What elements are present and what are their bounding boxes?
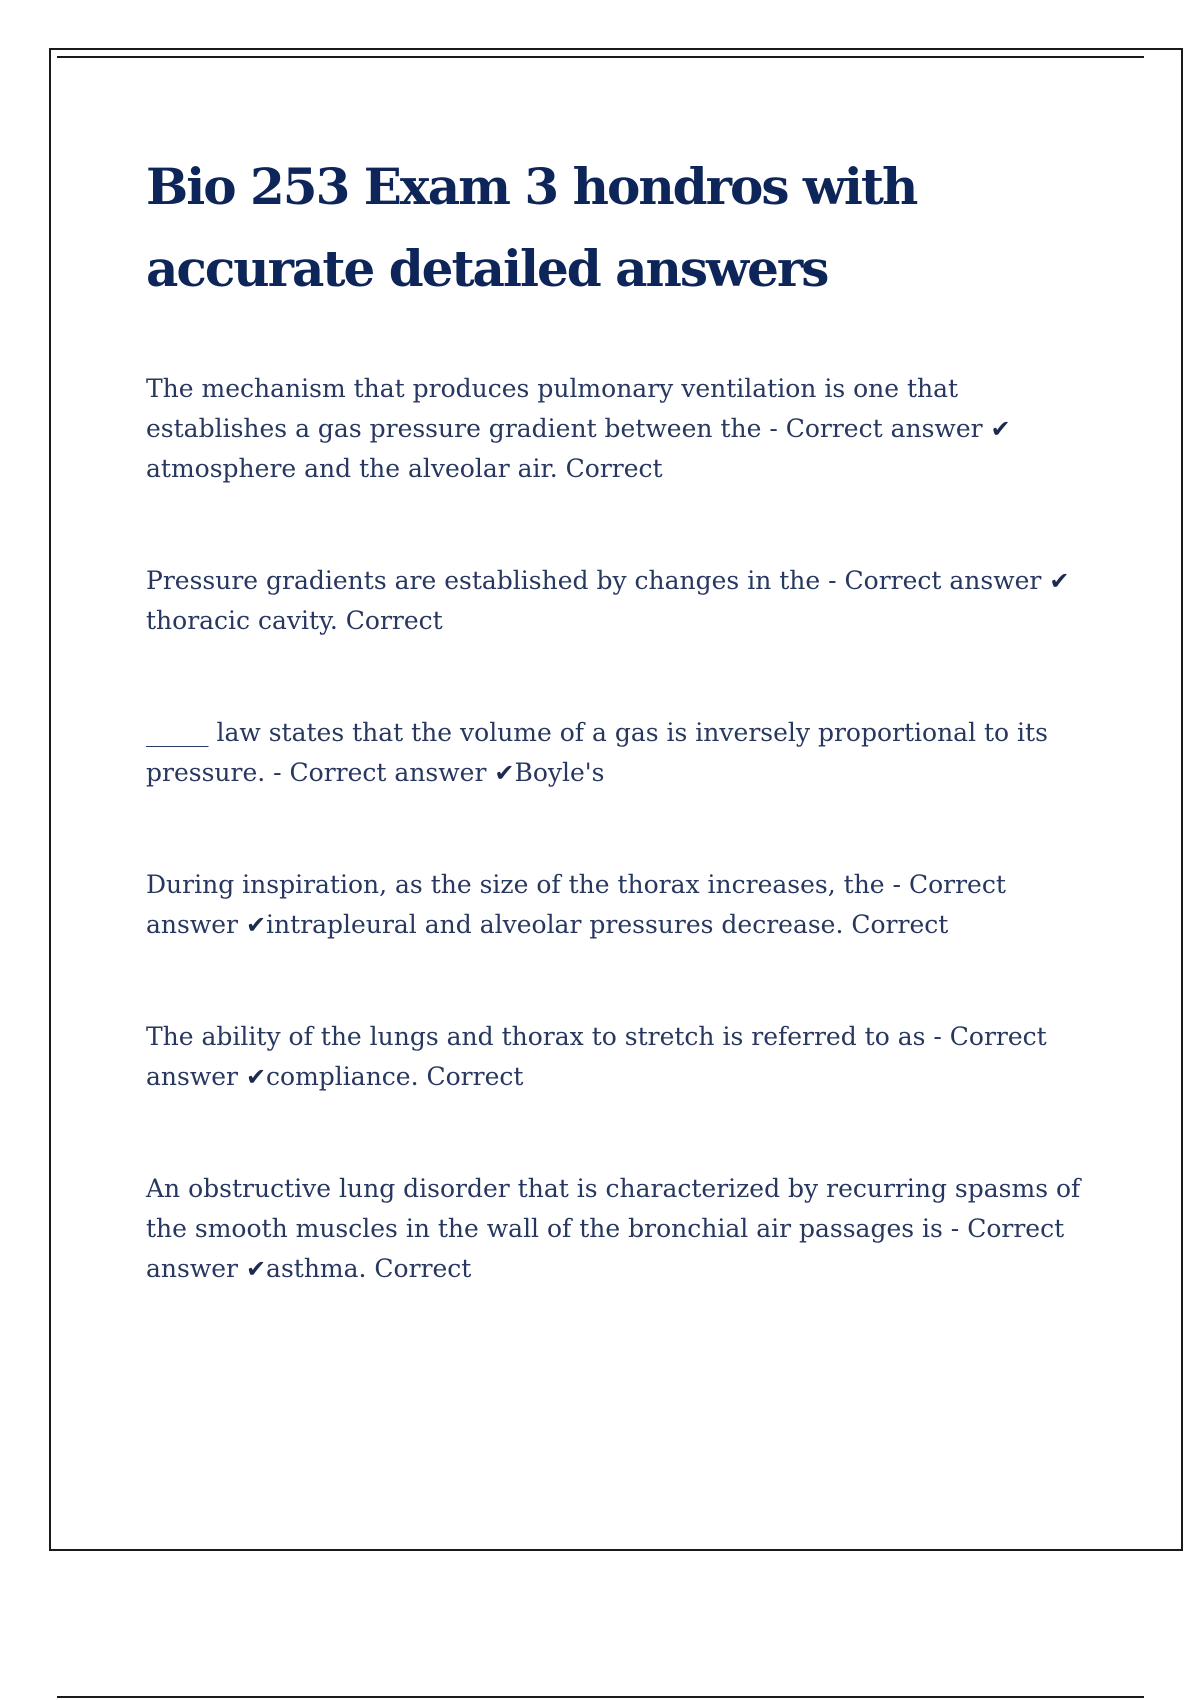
answer-text: Boyle's [514, 758, 605, 787]
document-title: Bio 253 Exam 3 hondros with accurate detailed answers [146, 157, 917, 298]
checkmark-icon: ✔ [245, 1255, 267, 1283]
checkmark-icon: ✔ [245, 911, 267, 939]
question-text: The ability of the lungs and thorax to stretch is referred to as - Correct answer [146, 1022, 1047, 1091]
question-text: The mechanism that produces pulmonary ventilation is one that establishes a gas pressure gradient between the - Correct answer [146, 374, 991, 443]
answer-text: intrapleural and alveolar pressures decrease. Correct [266, 910, 949, 939]
qa-item [146, 1017, 1096, 1097]
question-text: During inspiration, as the size of the thorax increases, the - Correct answer [146, 870, 1006, 939]
question-text: Pressure gradients are established by changes in the - Correct answer [146, 566, 1050, 595]
checkmark-icon: ✔ [494, 759, 515, 787]
answer-text: asthma. Correct [266, 1254, 472, 1283]
question-text: _____ law states that the volume of a gas is inversely proportional to its pressure. - Correct answer [146, 718, 1048, 787]
answer-text: compliance. Correct [266, 1062, 524, 1091]
checkmark-icon: ✔ [990, 415, 1011, 443]
qa-item [146, 713, 1096, 793]
answer-text: atmosphere and the alveolar air. Correct [146, 454, 663, 483]
question-answer-list [146, 369, 1096, 1361]
question-text: An obstructive lung disorder that is characterized by recurring spasms of the smooth muscles in the wall of the bronchial air passages is - Correct answer [146, 1174, 1081, 1283]
top-rule [57, 56, 1144, 58]
qa-item [146, 1169, 1096, 1289]
checkmark-icon: ✔ [245, 1063, 267, 1091]
qa-item [146, 561, 1096, 641]
qa-item [146, 369, 1096, 489]
qa-item [146, 865, 1096, 945]
bottom-rule [57, 1696, 1144, 1698]
checkmark-icon: ✔ [1049, 567, 1070, 595]
answer-text: thoracic cavity. Correct [146, 606, 443, 635]
